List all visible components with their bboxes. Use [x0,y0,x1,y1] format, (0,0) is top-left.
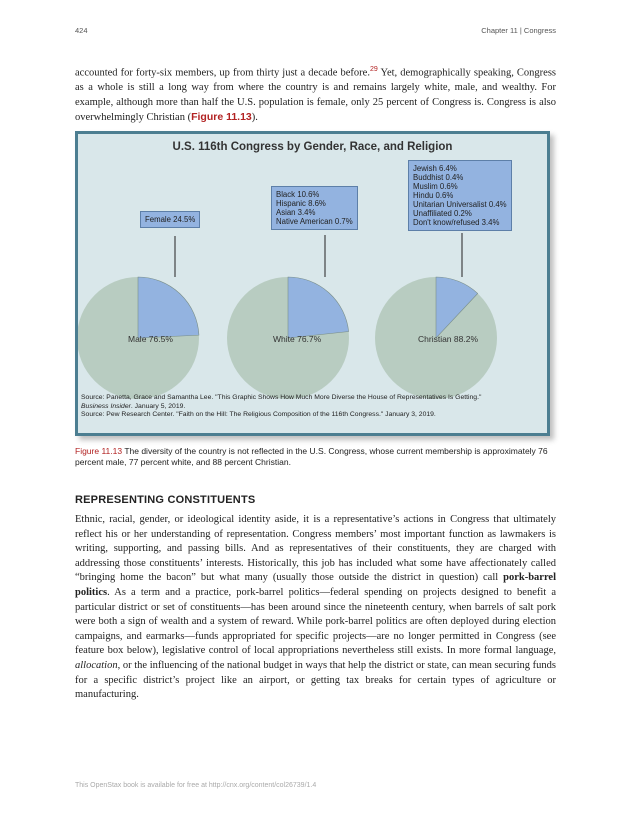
key-term-pork-barrel[interactable]: pork-barrel politics [75,572,556,598]
intro-text-1: accounted for forty-six members, up from thirty just a decade before. [75,67,370,79]
intro-text-2: Yet, demographically speaking, Congress as a whole is still a long way from where the country is and remains largely white, male, and wealthy. For example, although more than half the U.S. population is female, only 25 percent of Congress is. Congress is also overwhelmingly Christian ( [75,67,557,123]
christian-label: Christian 88.2% [418,334,479,344]
gender-pie-minority-slice [138,277,199,338]
callout-item: Buddhist 0.4% [413,173,464,182]
source-publication: Business Insider [81,402,131,410]
gender-callout [140,211,200,228]
callout-item: Native American 0.7% [276,217,353,226]
body-text-1: Ethnic, racial, gender, or ideological identity aside, it is a representative’s actions in Congress that ultimately reflect his or her understanding of representation. Congress members’ most important function as lawmakers is writing, supporting, and passing bills. And as representatives of their constituents, they are charged with addressing those constituents’ interests. Historically, this job has included what some have affectionately called “bringing home the bacon” but what many (usually those outside the district in question) call [75,514,556,584]
body-text-3: , or the influencing of the national budget in ways that help the district or state, can mean securing funds for a specific district’s project like an airport, or getting tax breaks for certain types of agriculture or manufacturing. [75,659,556,701]
page-footer: This OpenStax book is available for free at http://cnx.org/content/col26739/1.4 [75,782,317,789]
intro-paragraph [75,63,556,126]
chapter-header: Chapter 11 | Congress [481,26,556,35]
race-callout [271,186,358,230]
callout-item: Unaffiliated 0.2% [413,209,472,218]
source-line-3: Source: Pew Research Center. "Faith on the Hill: The Religious Composition of the 116th Congress." January 3, 2019. [81,411,436,418]
race-pie-minority-slice [288,277,349,338]
callout-item: Female 24.5% [145,215,196,224]
caption-label: Figure 11.13 [75,446,123,456]
source-date: . January 5, 2019. [130,402,186,410]
section-heading: REPRESENTING CONSTITUENTS [75,494,256,506]
page-number: 424 [75,26,88,35]
body-paragraph [75,513,556,703]
callout-item: Black 10.6% [276,190,320,199]
callout-item: Muslim 0.6% [413,182,458,191]
male-label: Male 76.5% [128,334,173,344]
religion-callout [408,160,512,231]
callout-item: Don't know/refused 3.4% [413,218,500,227]
key-term-allocation: allocation [75,659,118,671]
callout-item: Hispanic 8.6% [276,199,326,208]
white-label: White 76.7% [273,334,322,344]
figure-link[interactable]: Figure 11.13 [191,111,252,123]
callout-item: Jewish 6.4% [413,164,457,173]
caption-text: The diversity of the country is not reflected in the U.S. Congress, whose current membership is approximately 76 percent male, 77 percent white, and 88 percent Christian. [75,446,548,467]
figure-source [81,394,541,420]
callout-item: Asian 3.4% [276,208,316,217]
figure-11-13 [75,131,550,436]
footnote-ref[interactable]: 29 [369,66,378,73]
figure-caption [75,446,553,468]
body-text-2: . As a term and a practice, pork-barrel politics—federal spending on projects designed to benefit a particular district or set of constituents—has been around since the nineteenth century, when barrels of salt pork were both a sign of wealth and a system of reward. While pork-barrel politics are often deployed during election campaigns, and earmarks—funds appropriated for specific projects—are no longer permitted in Congress (see feature box below), legislative control of local appropriations nevertheless still exists. In more formal language, [75,586,556,657]
callout-item: Hindu 0.6% [413,191,454,200]
intro-text-3: ). [251,112,258,123]
chart-title: U.S. 116th Congress by Gender, Race, and Religion [172,141,453,153]
source-line-1: Source: Panetta, Grace and Samantha Lee. "This Graphic Shows How Much More Diverse the House of Representatives Is Getting." [81,394,482,401]
source-line-2 [81,403,541,412]
callout-item: Unitarian Universalist 0.4% [413,200,507,209]
